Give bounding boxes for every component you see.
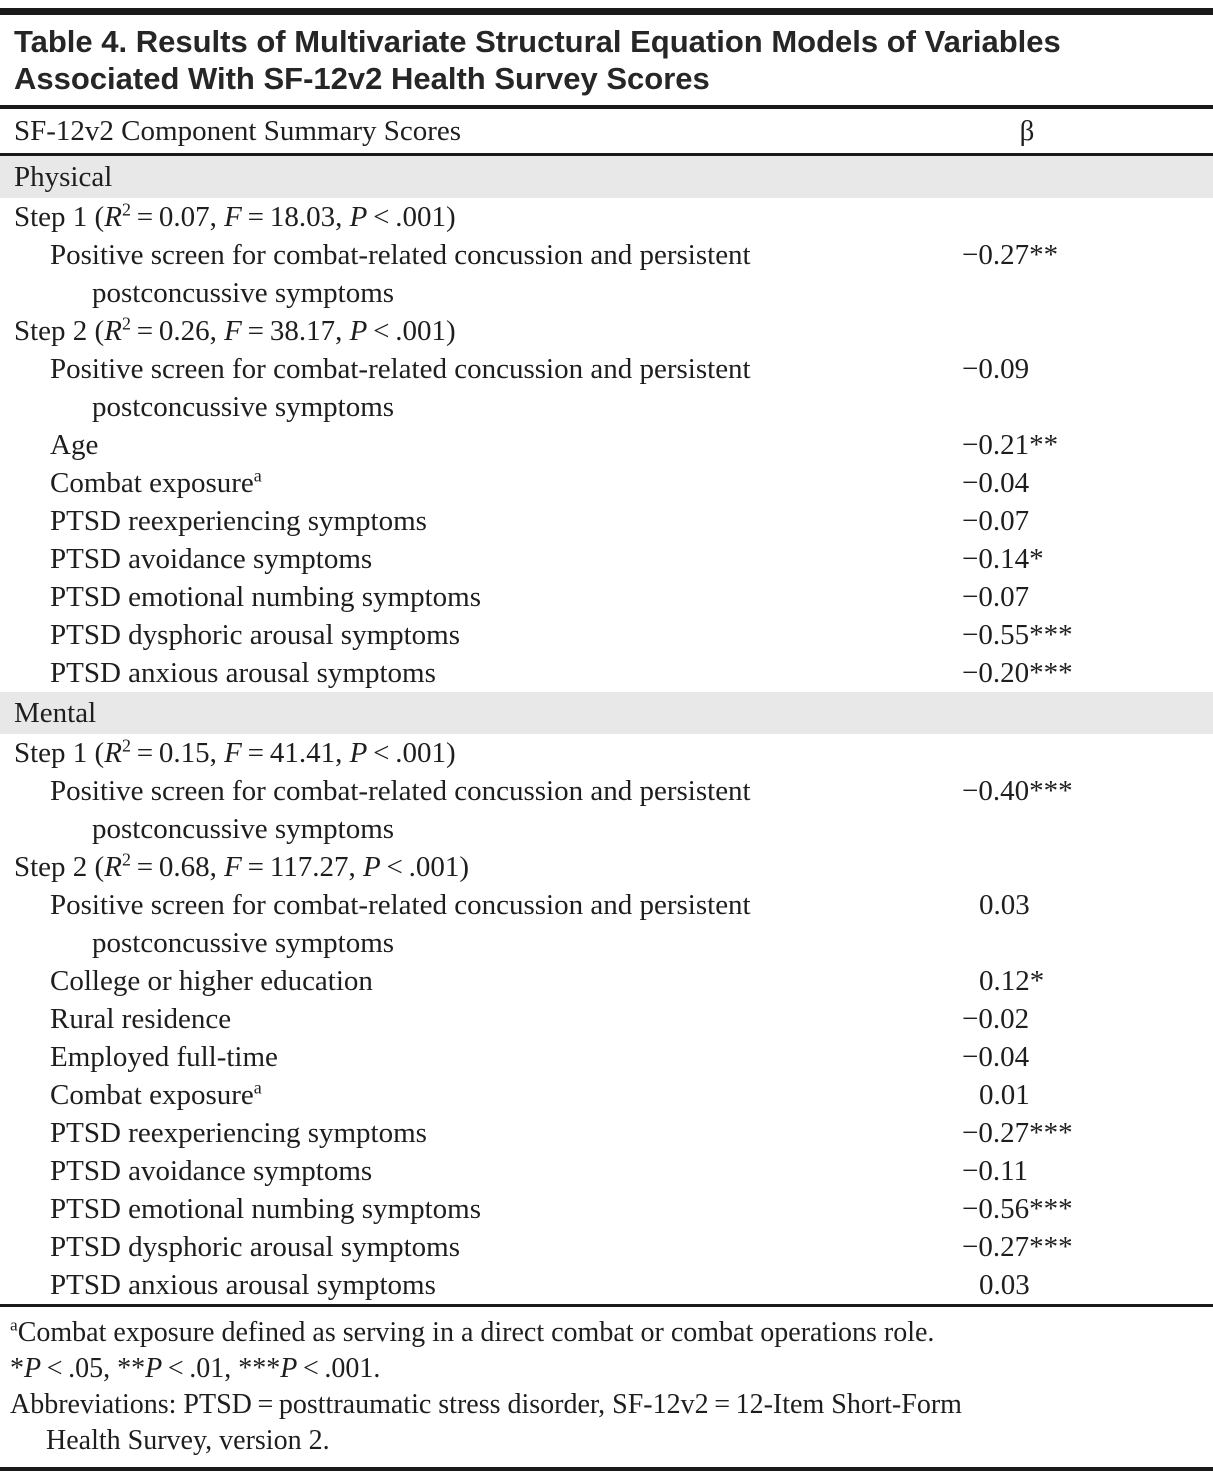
row-label bbox=[0, 1038, 1213, 1076]
text-run: postconcussive symptoms bbox=[92, 927, 395, 959]
table-row bbox=[0, 274, 1213, 312]
beta-value: −0.27** bbox=[962, 239, 1059, 271]
text-run: < .01, *** bbox=[162, 1353, 281, 1384]
text-run: PTSD dysphoric arousal symptoms bbox=[50, 1231, 461, 1263]
text-run: = 41.41, bbox=[241, 737, 350, 769]
table-row bbox=[0, 1228, 1213, 1266]
text-run: PTSD emotional numbing symptoms bbox=[50, 1193, 481, 1225]
beta-value: 0.03 bbox=[979, 1269, 1030, 1301]
italic-symbol: P bbox=[145, 1353, 163, 1384]
row-label bbox=[0, 1266, 1213, 1304]
table-row bbox=[0, 1266, 1213, 1304]
text-run: postconcussive symptoms bbox=[92, 813, 395, 845]
table-row bbox=[0, 1114, 1213, 1152]
italic-symbol: P bbox=[363, 851, 381, 883]
row-label bbox=[0, 886, 1213, 924]
table-row bbox=[0, 236, 1213, 274]
text-run: Step 1 ( bbox=[14, 737, 105, 769]
text-run: Rural residence bbox=[50, 1003, 232, 1035]
table-row bbox=[0, 540, 1213, 578]
footnotes bbox=[0, 1307, 1213, 1459]
table-row bbox=[0, 654, 1213, 692]
text-run: postconcussive symptoms bbox=[92, 391, 395, 423]
row-label bbox=[0, 388, 1213, 426]
superscript-text: 2 bbox=[121, 199, 131, 220]
text-run: < .001) bbox=[367, 315, 456, 347]
row-label bbox=[0, 924, 1213, 962]
column-header-row bbox=[0, 109, 1213, 153]
beta-value: 0.03 bbox=[979, 889, 1030, 921]
text-run: < .001) bbox=[380, 851, 470, 883]
italic-symbol: F bbox=[224, 201, 242, 233]
section-header-mental: Mental bbox=[0, 692, 1213, 734]
text-run: Abbreviations: PTSD = posttraumatic stress disorder, SF-12v2 = 12-Item Short-Form bbox=[10, 1389, 962, 1420]
row-label bbox=[0, 464, 1213, 502]
text-run: College or higher education bbox=[50, 965, 373, 997]
text-run: Health Survey, version 2. bbox=[46, 1425, 330, 1456]
text-run: = 18.03, bbox=[241, 201, 350, 233]
text-run: PTSD emotional numbing symptoms bbox=[50, 581, 481, 613]
text-run: Combat exposure bbox=[50, 1079, 254, 1111]
beta-value: −0.40*** bbox=[962, 775, 1073, 807]
text-run: PTSD dysphoric arousal symptoms bbox=[50, 619, 461, 651]
text-run: = 0.68, bbox=[130, 851, 225, 883]
text-run: Employed full-time bbox=[50, 1041, 278, 1073]
text-run: PTSD avoidance symptoms bbox=[50, 1155, 373, 1187]
text-run: = 0.07, bbox=[130, 201, 225, 233]
text-run: < .05, ** bbox=[41, 1353, 146, 1384]
section-header-physical: Physical bbox=[0, 156, 1213, 198]
footnote bbox=[10, 1315, 1199, 1351]
italic-symbol: R bbox=[104, 851, 122, 883]
beta-value: −0.09 bbox=[962, 353, 1030, 385]
beta-value: −0.07 bbox=[962, 581, 1030, 613]
beta-value: −0.27*** bbox=[962, 1117, 1073, 1149]
text-run: = 117.27, bbox=[241, 851, 363, 883]
row-label bbox=[0, 274, 1213, 312]
text-run: < .001. bbox=[297, 1353, 381, 1384]
table-row bbox=[0, 350, 1213, 388]
text-run: Combat exposure defined as serving in a direct combat or combat operations role. bbox=[17, 1317, 935, 1348]
table-title-line-2: Associated With SF-12v2 Health Survey Scores bbox=[14, 61, 710, 96]
table-row bbox=[0, 426, 1213, 464]
text-run: Combat exposure bbox=[50, 467, 254, 499]
superscript-text: 2 bbox=[121, 735, 131, 756]
table-row bbox=[0, 502, 1213, 540]
row-label bbox=[0, 198, 1213, 236]
table-title bbox=[0, 15, 1213, 105]
row-label bbox=[0, 810, 1213, 848]
table-row bbox=[0, 772, 1213, 810]
beta-value: −0.14* bbox=[962, 543, 1044, 575]
beta-value: −0.56*** bbox=[962, 1193, 1073, 1225]
italic-symbol: P bbox=[349, 737, 368, 769]
row-label bbox=[0, 502, 1213, 540]
table-row bbox=[0, 810, 1213, 848]
beta-value: 0.01 bbox=[979, 1079, 1030, 1111]
italic-symbol: R bbox=[104, 315, 122, 347]
superscript-text: 2 bbox=[121, 849, 131, 870]
table-title-line-1: Table 4. Results of Multivariate Structural Equation Models of Variables bbox=[14, 24, 1061, 59]
row-label bbox=[0, 312, 1213, 350]
text-run: PTSD reexperiencing symptoms bbox=[50, 1117, 427, 1149]
row-label bbox=[0, 578, 1213, 616]
footnote bbox=[10, 1351, 1199, 1387]
text-run: PTSD anxious arousal symptoms bbox=[50, 1269, 436, 1301]
text-run: Step 2 ( bbox=[14, 315, 105, 347]
beta-column-header: β bbox=[1019, 115, 1035, 147]
italic-symbol: P bbox=[280, 1353, 298, 1384]
table-row bbox=[0, 734, 1213, 772]
italic-symbol: R bbox=[104, 201, 122, 233]
italic-symbol: P bbox=[24, 1353, 42, 1384]
table-row bbox=[0, 1076, 1213, 1114]
italic-symbol: P bbox=[349, 315, 368, 347]
table-row bbox=[0, 198, 1213, 236]
text-run: * bbox=[10, 1353, 24, 1384]
italic-symbol: R bbox=[104, 737, 122, 769]
table-row bbox=[0, 848, 1213, 886]
beta-value: −0.55*** bbox=[962, 619, 1073, 651]
text-run: Positive screen for combat-related concussion and persistent bbox=[50, 239, 751, 271]
table-row bbox=[0, 962, 1213, 1000]
row-label bbox=[0, 1076, 1213, 1114]
text-run: postconcussive symptoms bbox=[92, 277, 395, 309]
table-row bbox=[0, 924, 1213, 962]
table-row bbox=[0, 312, 1213, 350]
beta-value: −0.11 bbox=[962, 1155, 1029, 1187]
row-label bbox=[0, 350, 1213, 388]
table-row bbox=[0, 1038, 1213, 1076]
table-row bbox=[0, 886, 1213, 924]
row-label bbox=[0, 848, 1213, 886]
row-label bbox=[0, 1000, 1213, 1038]
beta-value: −0.04 bbox=[962, 1041, 1030, 1073]
footnote bbox=[10, 1387, 1199, 1459]
table-row bbox=[0, 1000, 1213, 1038]
italic-symbol: F bbox=[224, 851, 242, 883]
italic-symbol: P bbox=[349, 201, 368, 233]
italic-symbol: F bbox=[224, 737, 242, 769]
text-run: < .001) bbox=[367, 201, 456, 233]
row-label bbox=[0, 734, 1213, 772]
text-run: PTSD reexperiencing symptoms bbox=[50, 505, 427, 537]
text-run: PTSD anxious arousal symptoms bbox=[50, 657, 436, 689]
table-top-rule bbox=[0, 8, 1213, 15]
italic-symbol: F bbox=[224, 315, 242, 347]
text-run: < .001) bbox=[367, 737, 456, 769]
beta-value: −0.07 bbox=[962, 505, 1030, 537]
text-run: Step 2 ( bbox=[14, 851, 105, 883]
text-run: Positive screen for combat-related concussion and persistent bbox=[50, 353, 751, 385]
superscript-text: a bbox=[10, 1315, 18, 1335]
superscript-text: 2 bbox=[121, 313, 131, 334]
text-run: = 0.15, bbox=[130, 737, 225, 769]
table-row bbox=[0, 388, 1213, 426]
text-run: = 38.17, bbox=[241, 315, 350, 347]
beta-value: −0.02 bbox=[962, 1003, 1030, 1035]
text-run: PTSD avoidance symptoms bbox=[50, 543, 373, 575]
text-run: Age bbox=[50, 429, 99, 461]
table-row bbox=[0, 1190, 1213, 1228]
table-bottom-rule bbox=[0, 1467, 1213, 1471]
superscript-text: a bbox=[253, 1077, 262, 1098]
text-run: = 0.26, bbox=[130, 315, 225, 347]
text-run: Positive screen for combat-related concussion and persistent bbox=[50, 775, 751, 807]
text-run: Positive screen for combat-related concussion and persistent bbox=[50, 889, 751, 921]
beta-value: −0.21** bbox=[962, 429, 1059, 461]
table-body bbox=[0, 156, 1213, 1304]
table-row bbox=[0, 1152, 1213, 1190]
beta-value: −0.04 bbox=[962, 467, 1030, 499]
row-label bbox=[0, 1152, 1213, 1190]
table-row bbox=[0, 464, 1213, 502]
superscript-text: a bbox=[253, 465, 262, 486]
table-row bbox=[0, 616, 1213, 654]
beta-value: −0.27*** bbox=[962, 1231, 1073, 1263]
beta-value: −0.20*** bbox=[962, 657, 1073, 689]
beta-value: 0.12* bbox=[979, 965, 1045, 997]
column-header-label: SF-12v2 Component Summary Scores bbox=[14, 115, 462, 147]
table-row bbox=[0, 578, 1213, 616]
text-run: Step 1 ( bbox=[14, 201, 105, 233]
